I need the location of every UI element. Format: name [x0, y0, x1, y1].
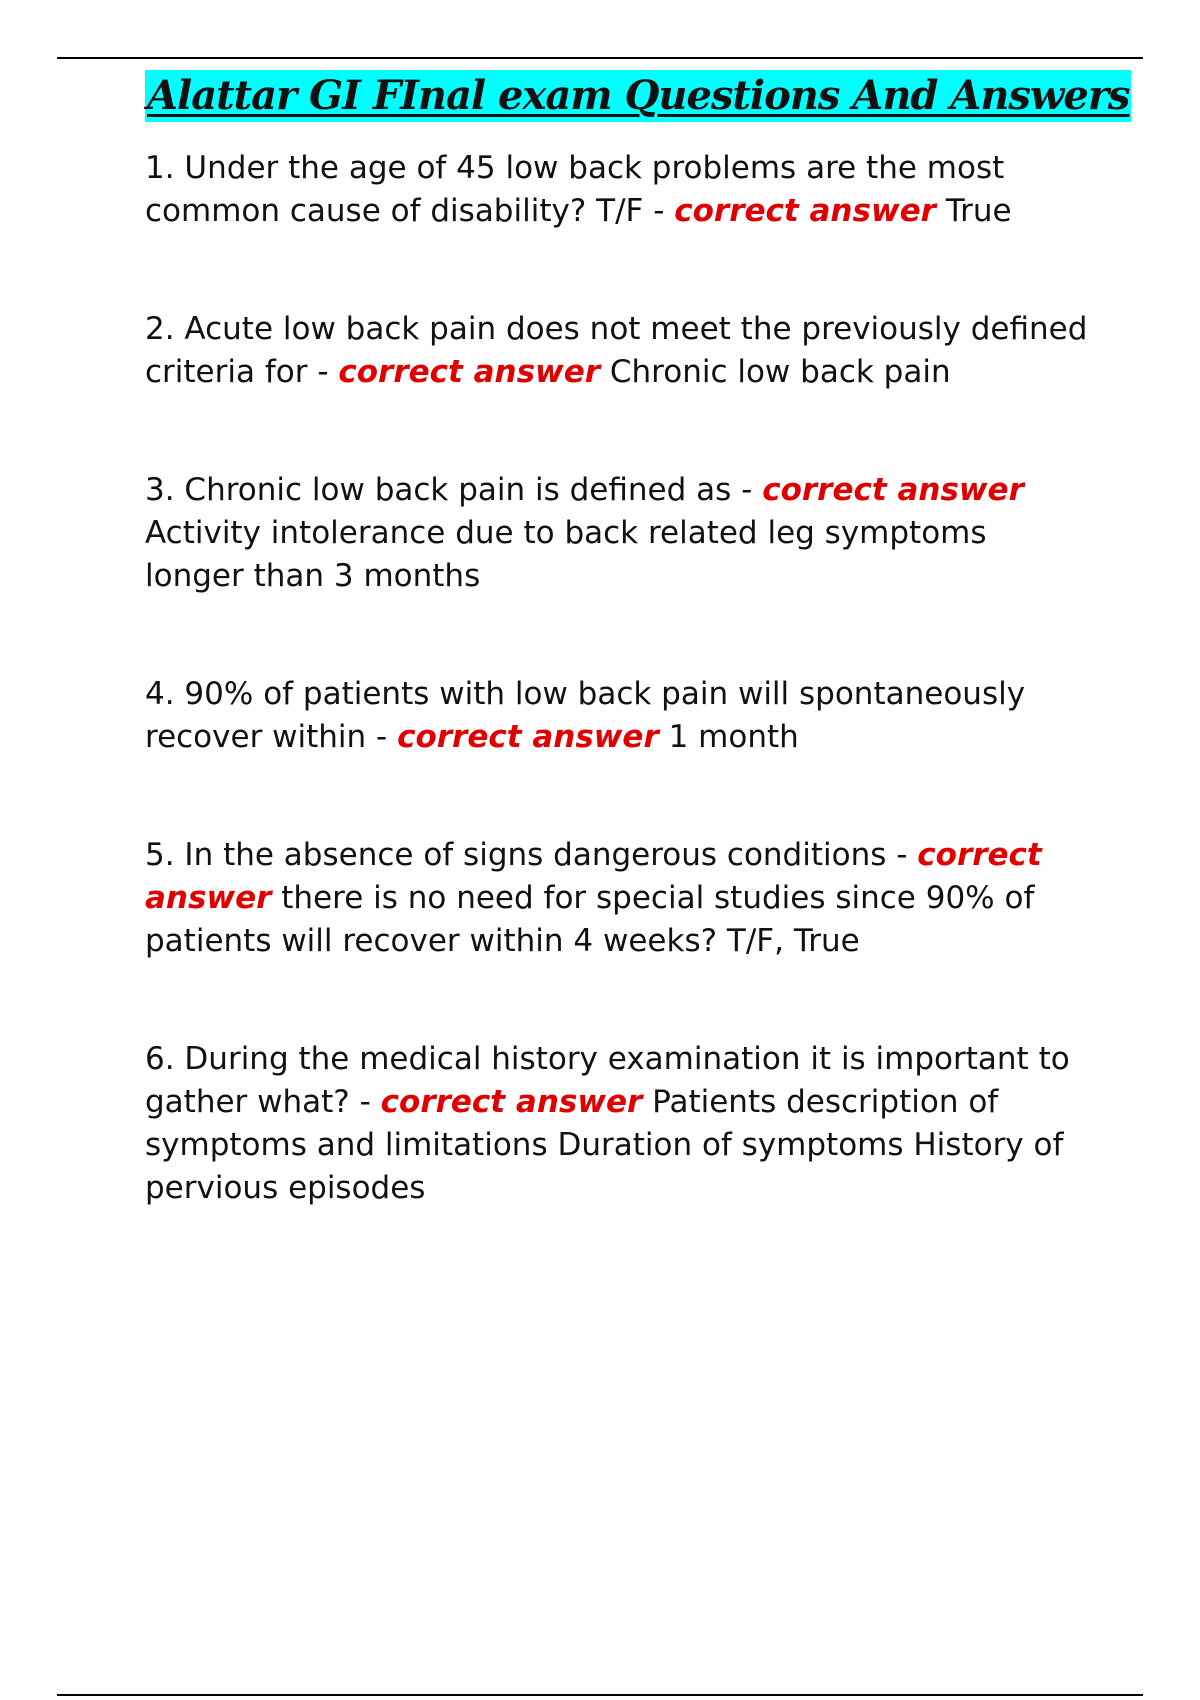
answer-text: Chronic low back pain	[600, 354, 951, 390]
correct-answer-label: correct answer	[762, 472, 1024, 508]
document-body	[145, 70, 1130, 1285]
top-divider	[57, 57, 1143, 59]
answer-text: there is no need for special studies since 90% of patients will recover within 4 weeks? T/F, True	[145, 880, 1035, 959]
answer-text: Activity intolerance due to back related leg symptoms longer than 3 months	[145, 515, 987, 594]
qa-item-3	[145, 469, 1095, 598]
correct-answer-label: correct answer	[380, 1084, 643, 1120]
question-text: 6. During the medical history examination it is important to gather what? -	[145, 1041, 1070, 1120]
qa-item-6	[145, 1038, 1095, 1210]
qa-item-4	[145, 673, 1095, 759]
correct-answer-label: correct answer	[145, 837, 1042, 916]
correct-answer-label: correct answer	[674, 193, 936, 229]
answer-text: 1 month	[658, 719, 799, 755]
qa-item-5	[145, 834, 1095, 963]
document-title: Alattar GI FInal exam Questions And Answers	[145, 70, 1131, 122]
answer-text: True	[935, 193, 1012, 229]
bottom-divider	[57, 1694, 1143, 1696]
question-text: 4. 90% of patients with low back pain will spontaneously recover within -	[145, 676, 1026, 755]
correct-answer-label: correct answer	[338, 354, 601, 390]
qa-item-1	[145, 147, 1095, 233]
question-text: 2. Acute low back pain does not meet the previously defined criteria for -	[145, 311, 1088, 390]
question-text: 3. Chronic low back pain is defined as -	[145, 472, 763, 508]
title-block	[145, 70, 1130, 122]
correct-answer-label: correct answer	[397, 719, 659, 755]
qa-list	[145, 147, 1095, 1210]
question-text: 5. In the absence of signs dangerous conditions -	[145, 837, 918, 873]
answer-text: Patients description of symptoms and limitations Duration of symptoms History of pervious episodes	[145, 1084, 1064, 1206]
question-text: 1. Under the age of 45 low back problems are the most common cause of disability? T/F -	[145, 150, 1005, 229]
qa-item-2	[145, 308, 1095, 394]
